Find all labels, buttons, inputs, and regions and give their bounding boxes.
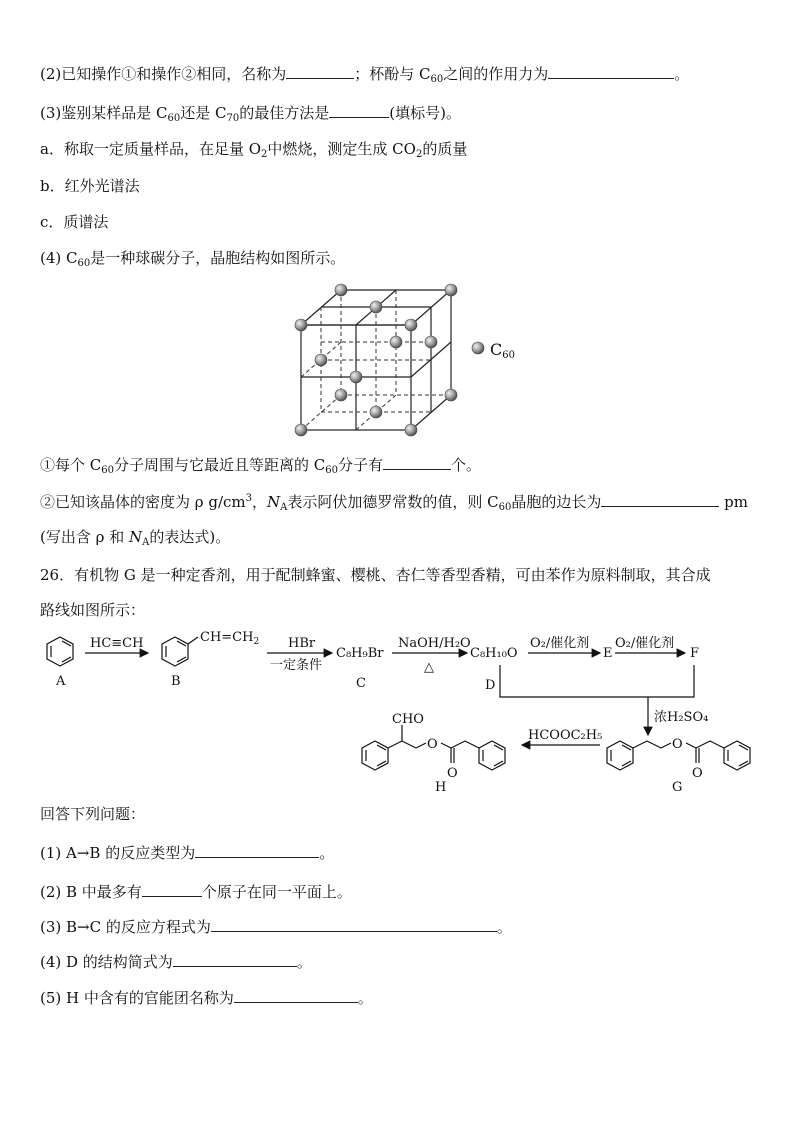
crystal-cell-figure: [280, 275, 550, 445]
svg-text:G: G: [672, 780, 683, 795]
answer-blank[interactable]: [195, 843, 319, 858]
svg-text:HCOOC₂H₅: HCOOC₂H₅: [528, 728, 603, 743]
svg-text:HBr: HBr: [288, 636, 316, 651]
c60-molecule: [370, 406, 382, 418]
c60-molecule: [350, 371, 362, 383]
question-3: (3)鉴别某样品是 $C_{60}$还是 $C_{70}$的最佳方法是 (填标号)。: [40, 104, 461, 124]
legend-ball: [472, 342, 484, 354]
svg-text:O: O: [692, 766, 703, 781]
question-26-line1: 26．有机物 G 是一种定香剂，用于配制蜂蜜、樱桃、杏仁等香型香精，可由苯作为原料制取，其合成: [40, 566, 711, 584]
svg-text:CHO: CHO: [392, 712, 424, 727]
svg-text:C: C: [356, 676, 366, 691]
option-c: c．质谱法: [40, 213, 109, 231]
svg-text:O: O: [447, 766, 458, 781]
c60-molecule: [335, 284, 347, 296]
svg-text:△: △: [424, 660, 434, 675]
c60-molecule: [295, 424, 307, 436]
svg-text:NaOH/H₂O: NaOH/H₂O: [398, 636, 471, 651]
benzene-ring-a: [47, 637, 73, 666]
synthesis-route: [30, 625, 770, 800]
bracket-d-f: [500, 665, 694, 697]
answer-blank[interactable]: [173, 952, 297, 967]
svg-text:F: F: [690, 646, 700, 661]
question-26-line2: 路线如图所示：: [40, 601, 146, 619]
legend-label: C60: [490, 340, 515, 361]
svg-text:C₈H₉Br: C₈H₉Br: [336, 646, 384, 661]
svg-text:一定条件: 一定条件: [270, 658, 323, 673]
svg-text:C₈H₁₀O: C₈H₁₀O: [470, 646, 518, 661]
svg-text:A: A: [56, 674, 66, 689]
answer-blank[interactable]: [383, 455, 451, 470]
c60-molecule: [390, 336, 402, 348]
svg-text:H: H: [435, 780, 447, 795]
svg-text:B: B: [171, 674, 181, 689]
option-b: b．红外光谱法: [40, 177, 140, 195]
answer-blank[interactable]: [329, 103, 389, 118]
question-4: (4) $C_{60}$是一种球碳分子，晶胞结构如图所示。: [40, 249, 346, 269]
question-2: (2)已知操作①和操作②相同，名称为 ；杯酚与 $C_{60}$之间的作用力为 。: [40, 65, 690, 85]
answer-blank[interactable]: [211, 917, 497, 932]
sub-question-2: (2) B 中最多有 个原子在同一平面上。: [40, 883, 352, 901]
answer-blank[interactable]: [142, 882, 202, 897]
svg-text:E: E: [603, 646, 613, 661]
c60-molecule: [295, 319, 307, 331]
svg-text:O₂/催化剂: O₂/催化剂: [615, 636, 675, 651]
c60-molecule: [445, 284, 457, 296]
question-4-1: ①每个 $C_{60}$分子周围与它最近且等距离的 $C_{60}$分子有 个。: [40, 456, 481, 476]
c60-molecule: [425, 336, 437, 348]
answer-blank[interactable]: [601, 492, 719, 507]
c60-molecule: [315, 354, 327, 366]
benzene-ring-b: [162, 637, 198, 666]
c60-molecule: [370, 301, 382, 313]
svg-text:CH=CH2: $CH=CH_2$: [200, 630, 260, 647]
svg-text:D: D: [485, 678, 496, 693]
answer-intro: 回答下列问题：: [40, 805, 146, 823]
svg-text:O: O: [427, 737, 438, 752]
c60-molecule: [445, 389, 457, 401]
c60-molecule: [335, 389, 347, 401]
sub-question-5: (5) H 中含有的官能团名称为 。: [40, 989, 373, 1007]
sub-question-4: (4) D 的结构简式为 。: [40, 953, 312, 971]
svg-text:HC≡CH: HC≡CH: [90, 636, 144, 651]
option-a: a．称取一定质量样品，在足量 $O_2$中燃烧，测定生成 $CO_2$的质量: [40, 140, 468, 160]
answer-blank[interactable]: [548, 64, 674, 79]
sub-question-3: (3) B→C 的反应方程式为 。: [40, 918, 512, 936]
answer-blank[interactable]: [234, 988, 358, 1003]
question-4-2-note: (写出含 ρ 和 $N_A$的表达式)。: [40, 528, 231, 548]
question-4-2: ②已知该晶体的密度为 ρ $g/cm^3$，$N_A$表示阿伏加德罗常数的值，则 $C_{60}$晶胞的边长为 pm: [40, 493, 748, 513]
c60-molecule: [405, 319, 417, 331]
answer-blank[interactable]: [286, 64, 354, 79]
svg-text:O: O: [672, 737, 683, 752]
svg-text:O₂/催化剂: O₂/催化剂: [530, 636, 590, 651]
c60-molecule: [405, 424, 417, 436]
svg-text:浓H₂SO₄: 浓H₂SO₄: [654, 710, 709, 725]
sub-question-1: (1) A→B 的反应类型为 。: [40, 844, 335, 862]
